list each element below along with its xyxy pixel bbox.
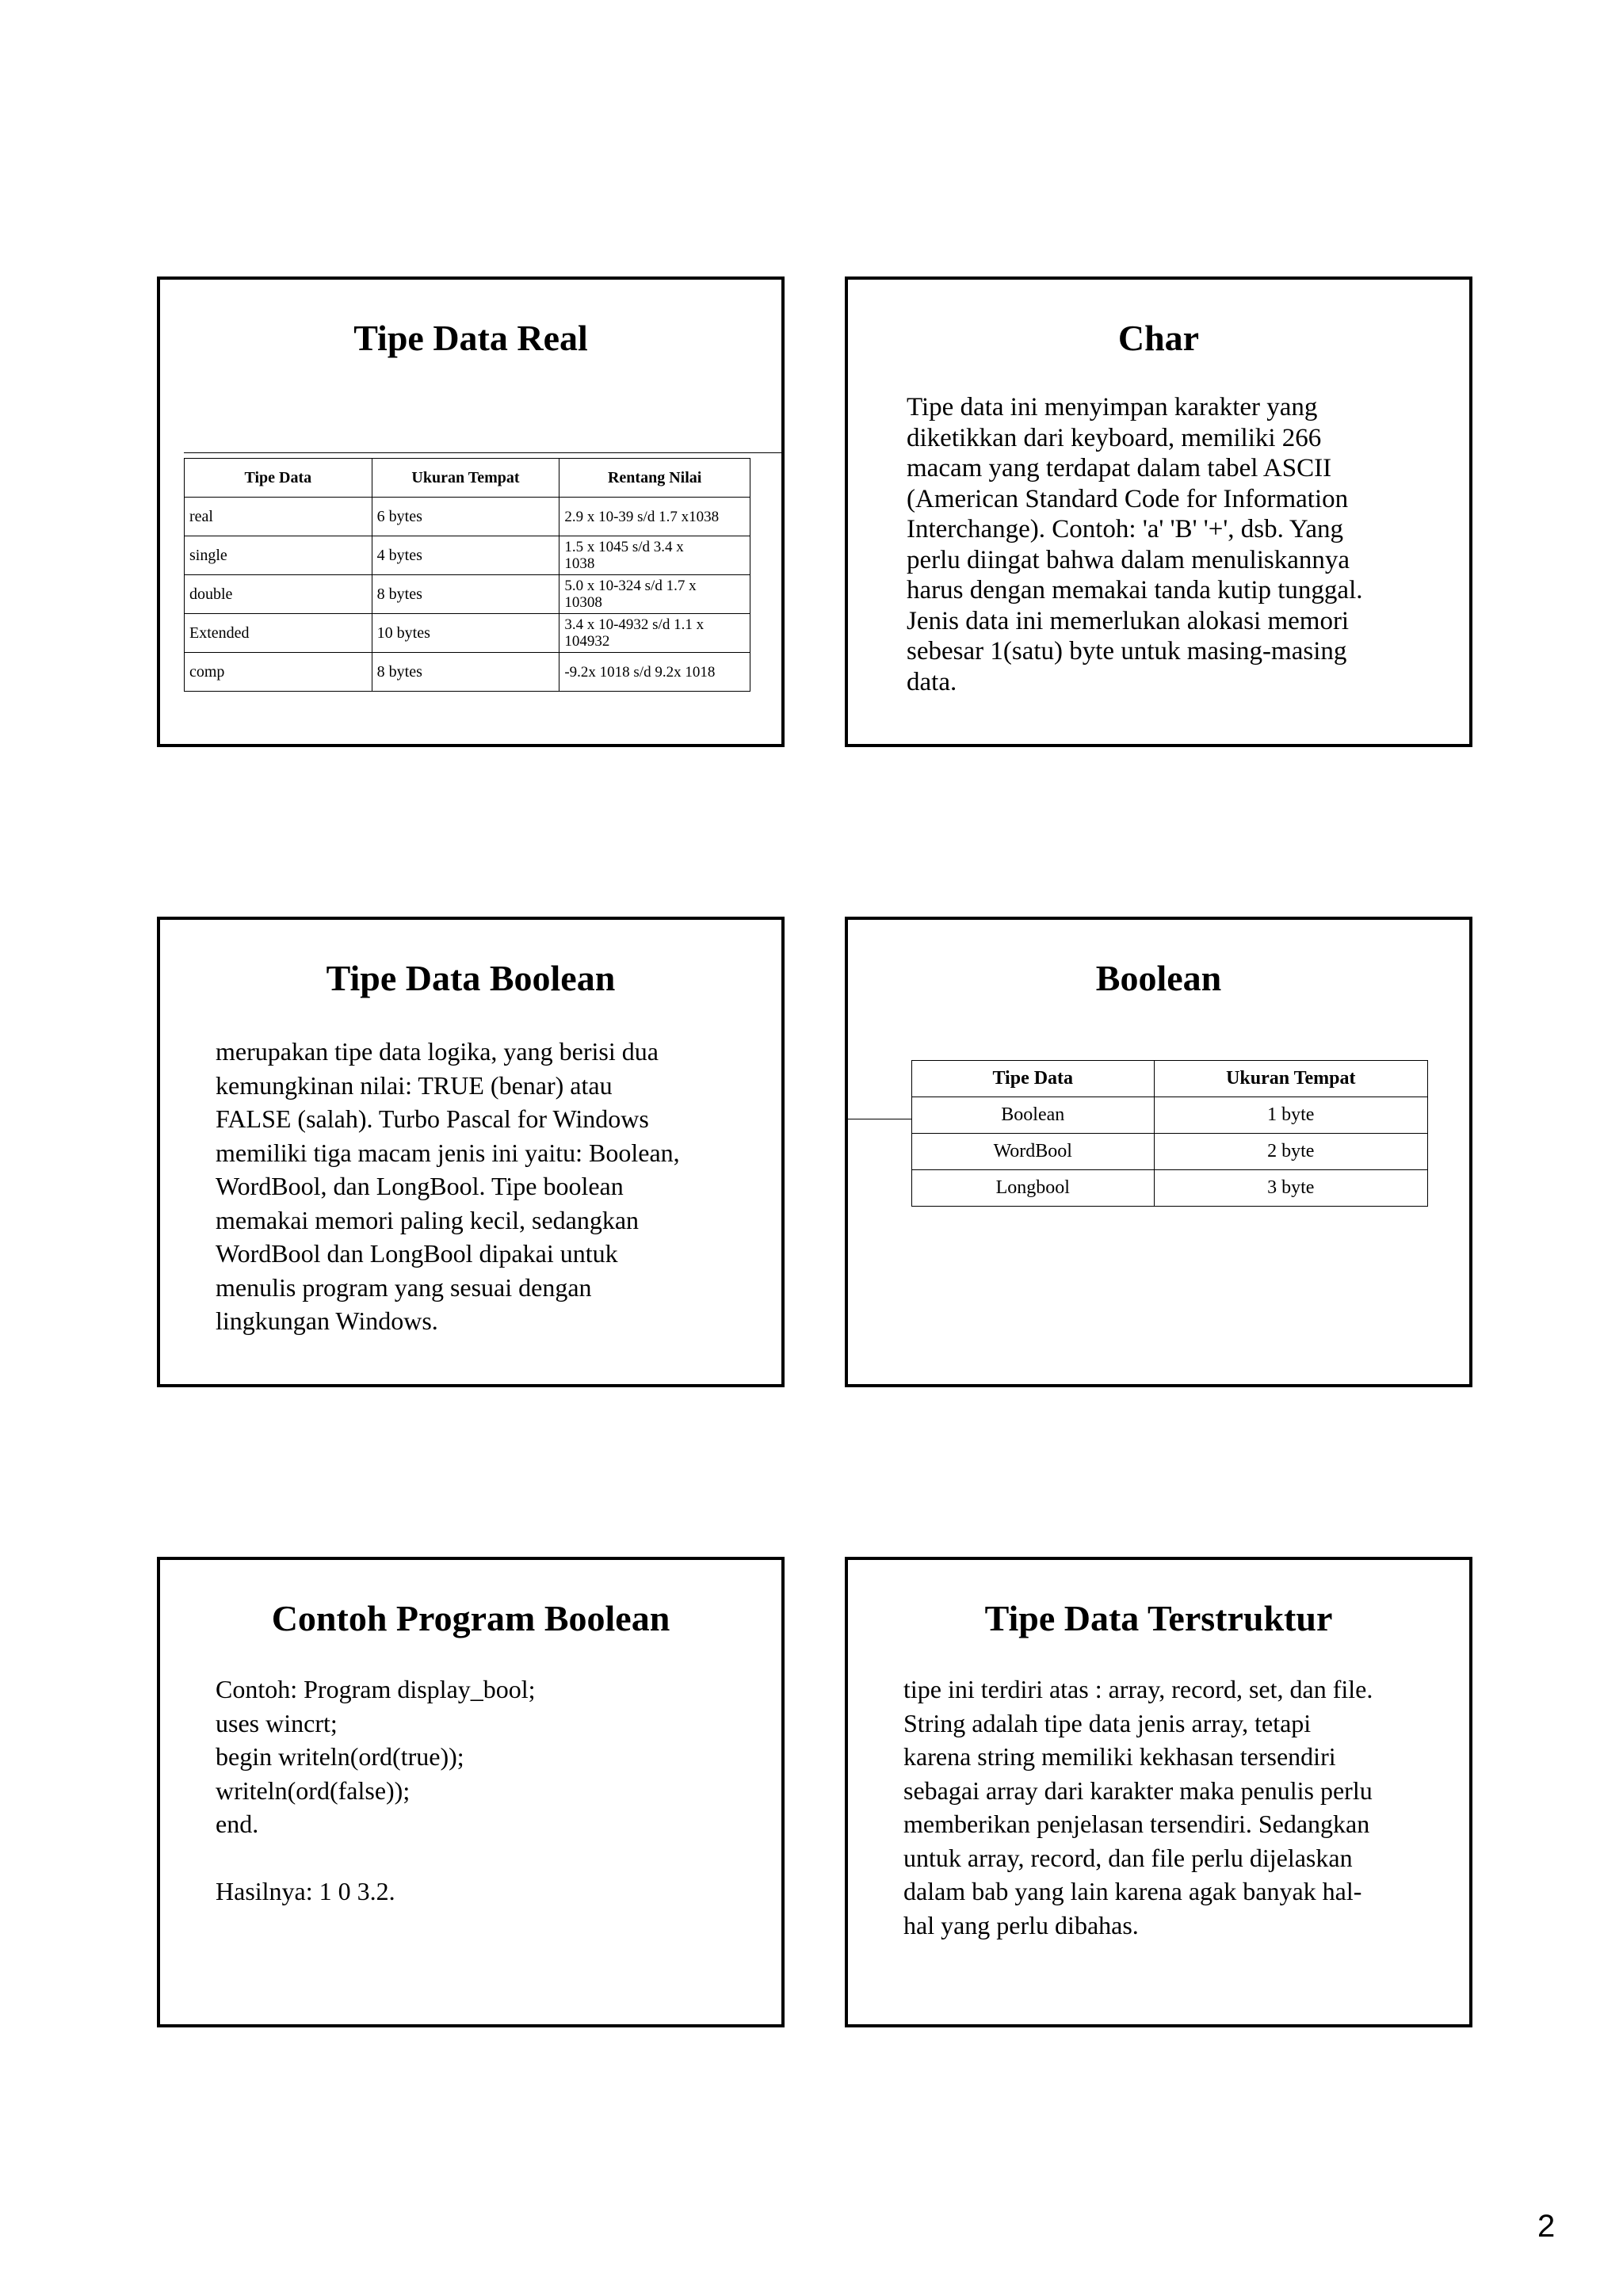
table-cell: comp <box>185 653 372 692</box>
table-row <box>185 498 750 536</box>
table-cell: 3 byte <box>1154 1170 1427 1207</box>
slide-body-text: merupakan tipe data logika, yang berisi dua kemungkinan nilai: TRUE (benar) atau FALSE (salah). Turbo Pascal for Windows memiliki tiga macam jenis ini yaitu: Boolean, WordBool, dan LongBool. Tipe boolean memakai memori paling kecil, sedangkan WordBool dan LongBool dipakai untuk menulis program yang sesuai dengan lingkungan Windows. <box>216 1037 680 1335</box>
header-cell: Rentang Nilai <box>559 459 750 498</box>
boolean-size-table <box>911 1060 1428 1207</box>
page-number: 2 <box>1537 2209 1556 2244</box>
table-cell: 2.9 x 10-39 s/d 1.7 x1038 <box>559 498 750 536</box>
table-row <box>185 575 750 614</box>
slide-tipe-data-terstruktur <box>845 1557 1472 2027</box>
header-cell: Ukuran Tempat <box>372 459 559 498</box>
slide-body-text: Contoh: Program display_bool; uses wincrt; begin writeln(ord(true)); writeln(ord(false)); end. Hasilnya: 1 0 3.2. <box>216 1675 536 1905</box>
table-row <box>185 653 750 692</box>
table-cell: single <box>185 536 372 575</box>
header-cell: Tipe Data <box>912 1061 1155 1097</box>
slide-boolean <box>845 917 1472 1387</box>
table-cell: 1.5 x 1045 s/d 3.4 x 1038 <box>559 536 750 575</box>
slide-title: Tipe Data Boolean <box>326 958 616 998</box>
slide-title: Char <box>1117 318 1200 358</box>
table-cell: 2 byte <box>1154 1134 1427 1170</box>
slide-title: Boolean <box>1095 958 1222 998</box>
table-cell: 1 byte <box>1154 1097 1427 1134</box>
table-cell: 10 bytes <box>372 614 559 653</box>
table-cell: 4 bytes <box>372 536 559 575</box>
header-cell: Ukuran Tempat <box>1154 1061 1427 1097</box>
table-header-row <box>912 1061 1428 1097</box>
table-cell: double <box>185 575 372 614</box>
table-cell: Longbool <box>912 1170 1155 1207</box>
table-header-row <box>185 459 750 498</box>
table-cell: WordBool <box>912 1134 1155 1170</box>
table-row <box>185 536 750 575</box>
slide-title: Tipe Data Real <box>353 318 588 358</box>
slide-contoh-program-boolean <box>157 1557 785 2027</box>
table-row <box>912 1097 1428 1134</box>
table-row <box>912 1134 1428 1170</box>
slide-title: Tipe Data Terstruktur <box>984 1598 1333 1638</box>
table-cell: 5.0 x 10-324 s/d 1.7 x 10308 <box>559 575 750 614</box>
table-cell: -9.2x 1018 s/d 9.2x 1018 <box>559 653 750 692</box>
table-cell: 8 bytes <box>372 575 559 614</box>
table-cell: Extended <box>185 614 372 653</box>
real-data-table <box>184 458 750 692</box>
slide-body-text: Tipe data ini menyimpan karakter yang diketikkan dari keyboard, memiliki 266 macam yang terdapat dalam tabel ASCII (American Standard Code for Information Interchange). Contoh: 'a' 'B' '+', dsb. Yang perlu diingat bahwa dalam menuliskannya harus dengan memakai tanda kutip tunggal. Jenis data ini memerlukan alokasi memori sebesar 1(satu) byte untuk masing-masing data. <box>907 393 1363 696</box>
slide-body-text: tipe ini terdiri atas : array, record, set, dan file. String adalah tipe data jenis array, tetapi karena string memiliki kekhasan tersendiri sebagai array dari karakter maka penulis perlu memberikan penjelasan tersendiri. Sedangkan untuk array, record, dan file perlu dijelaskan dalam bab yang lain karena agak banyak hal- hal yang perlu dibahas. <box>903 1675 1373 1939</box>
table-row <box>185 614 750 653</box>
table-cell: Boolean <box>912 1097 1155 1134</box>
slide-char <box>845 277 1472 747</box>
table-cell: 8 bytes <box>372 653 559 692</box>
table-cell: 6 bytes <box>372 498 559 536</box>
table-top-rule <box>184 452 782 453</box>
table-cell: real <box>185 498 372 536</box>
slide-title: Contoh Program Boolean <box>271 1598 670 1638</box>
header-cell: Tipe Data <box>185 459 372 498</box>
table-row <box>912 1170 1428 1207</box>
slide-tipe-data-boolean <box>157 917 785 1387</box>
slide-tipe-data-real <box>157 277 785 747</box>
table-cell: 3.4 x 10-4932 s/d 1.1 x 104932 <box>559 614 750 653</box>
